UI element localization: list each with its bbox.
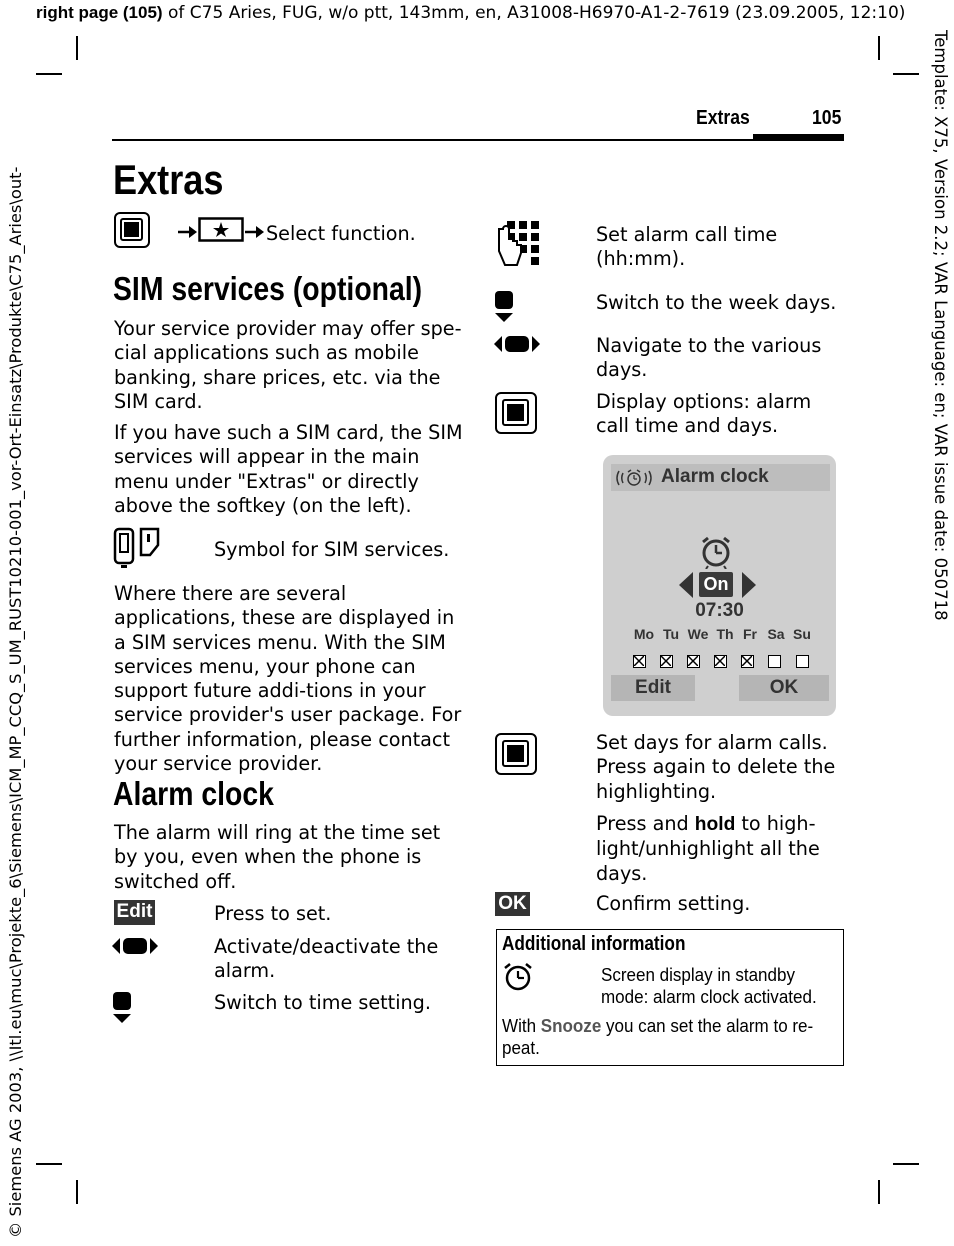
crop-mark bbox=[878, 1180, 880, 1204]
info-snooze-text bbox=[502, 1015, 835, 1059]
day-labels-row bbox=[631, 626, 821, 644]
side-template-text: Template: X75, Version 2.2; VAR Language: en; VAR issue date: 050718 bbox=[931, 30, 950, 621]
ringing-alarm-icon bbox=[614, 468, 654, 488]
day-label: Mo bbox=[633, 626, 655, 642]
header-rule bbox=[112, 139, 844, 141]
press-hold-text bbox=[596, 812, 836, 886]
sim-para-1: Your service provider may offer spe-cial applications such as mobile banking, share prices, etc. via the SIM card. bbox=[114, 317, 462, 413]
press-hold-post: to high-light/unhighlight all the days. bbox=[596, 812, 820, 885]
crop-mark bbox=[878, 36, 880, 60]
day-checkbox[interactable] bbox=[714, 655, 727, 668]
set-days-text: Set days for alarm calls. Press again to delete the highlighting. bbox=[596, 731, 836, 803]
display-options-text: Display options: alarm call time and days. bbox=[596, 390, 812, 438]
crop-mark bbox=[36, 73, 62, 75]
confirm-text: Confirm setting. bbox=[596, 892, 751, 915]
info-standby-text: Screen display in standby mode: alarm clock activated. bbox=[601, 964, 817, 1007]
day-checkbox[interactable] bbox=[796, 655, 809, 668]
info-snooze-pre: With bbox=[502, 1015, 541, 1036]
day-checkbox[interactable] bbox=[741, 655, 754, 668]
crop-mark bbox=[893, 1163, 919, 1165]
sim-symbol-text: Symbol for SIM services. bbox=[214, 538, 450, 561]
day-checkbox[interactable] bbox=[768, 655, 781, 668]
sim-services-heading: SIM services (optional) bbox=[113, 270, 423, 307]
sim-para-3: Where there are several applications, these are displayed in a SIM services menu. With the SIM services menu, your phone can support future addi-tions in your service provider's user package. For further information, please contact your service provider. bbox=[114, 582, 462, 776]
alarm-state-badge bbox=[699, 572, 733, 597]
state-right-arrow-icon bbox=[742, 572, 756, 598]
crop-mark bbox=[36, 1163, 62, 1165]
state-left-arrow-icon bbox=[679, 572, 693, 598]
running-header-page: 105 bbox=[812, 107, 842, 129]
day-checkbox[interactable] bbox=[687, 655, 700, 668]
down-nav-icon bbox=[494, 291, 514, 323]
alarm-state-value: On bbox=[703, 574, 729, 594]
screen-edit-softkey[interactable]: Edit bbox=[611, 675, 695, 701]
alarm-time: 07:30 bbox=[695, 600, 744, 621]
star-key-icon bbox=[198, 217, 244, 243]
day-label: Fr bbox=[743, 626, 757, 642]
document-id-bold: right page (105) bbox=[36, 3, 163, 22]
day-checkbox[interactable] bbox=[633, 655, 646, 668]
edit-press-text: Press to set. bbox=[214, 902, 332, 925]
keypad-icon bbox=[495, 221, 539, 269]
press-hold-bold: hold bbox=[694, 814, 736, 835]
left-right-nav-icon bbox=[494, 334, 540, 354]
day-label: Su bbox=[793, 626, 811, 642]
select-function-text: Select function. bbox=[266, 222, 416, 245]
crop-mark bbox=[893, 73, 919, 75]
menu-key-icon bbox=[114, 212, 150, 248]
activate-text: Activate/deactivate the alarm. bbox=[214, 935, 439, 983]
ok-softkey-icon: OK bbox=[495, 892, 530, 916]
day-label: Tu bbox=[662, 626, 680, 642]
page-title: Extras bbox=[113, 156, 224, 203]
edit-softkey-icon: Edit bbox=[114, 900, 155, 925]
document-id-rest: of C75 Aries, FUG, w/o ptt, 143mm, en, A31008-H6970-A1-2-7619 (23.09.2005, 12:10) bbox=[162, 3, 906, 23]
set-time-text: Set alarm call time (hh:mm). bbox=[596, 223, 778, 271]
left-right-nav-icon bbox=[112, 936, 158, 956]
day-label: We bbox=[687, 626, 709, 642]
sim-para-2: If you have such a SIM card, the SIM services will appear in the main menu under "Extras" or directly above the softkey (on the left). bbox=[114, 421, 463, 517]
info-snooze-post: you can set the alarm to re-peat. bbox=[502, 1015, 814, 1058]
document-id-line bbox=[36, 3, 905, 23]
crop-mark bbox=[76, 1180, 78, 1204]
alarm-clock-heading: Alarm clock bbox=[113, 775, 274, 812]
day-label: Sa bbox=[767, 626, 785, 642]
alarm-clock-icon bbox=[699, 535, 733, 569]
side-path-text: © Siemens AG 2003, \\Itl.eu\muc\Projekte_6\Siemens\ICM_MP_CCQ_S_UM_RUST10210-001_vor-Ort-Einsatz\Produkte\C75_Aries\out- bbox=[6, 166, 25, 1238]
running-header-section: Extras bbox=[696, 107, 750, 129]
snooze-keyword: Snooze bbox=[540, 1015, 602, 1036]
alarm-para: The alarm will ring at the time set by you, even when the phone is switched off. bbox=[114, 821, 441, 893]
navigate-text: Navigate to the various days. bbox=[596, 334, 822, 382]
day-checkboxes-row bbox=[633, 655, 823, 671]
menu-key-icon bbox=[495, 733, 537, 775]
menu-key-icon bbox=[495, 392, 537, 434]
day-checkbox[interactable] bbox=[660, 655, 673, 668]
info-title: Additional information bbox=[502, 933, 686, 955]
press-hold-pre: Press and bbox=[596, 812, 695, 835]
down-nav-icon bbox=[112, 992, 132, 1024]
alarm-clock-screen bbox=[603, 455, 836, 716]
sim-services-icon bbox=[112, 527, 162, 571]
additional-info-box bbox=[496, 929, 844, 1066]
week-days-text: Switch to the week days. bbox=[596, 291, 837, 314]
alarm-clock-icon bbox=[502, 962, 534, 992]
arrow-right-icon bbox=[178, 224, 198, 240]
crop-mark bbox=[76, 36, 78, 60]
screen-title: Alarm clock bbox=[661, 466, 769, 487]
header-rule-thick bbox=[753, 134, 844, 140]
arrow-right-icon bbox=[245, 224, 265, 240]
screen-ok-softkey[interactable]: OK bbox=[739, 675, 829, 701]
day-label: Th bbox=[716, 626, 734, 642]
screen-title-bar bbox=[611, 464, 830, 491]
switch-time-text: Switch to time setting. bbox=[214, 991, 431, 1014]
